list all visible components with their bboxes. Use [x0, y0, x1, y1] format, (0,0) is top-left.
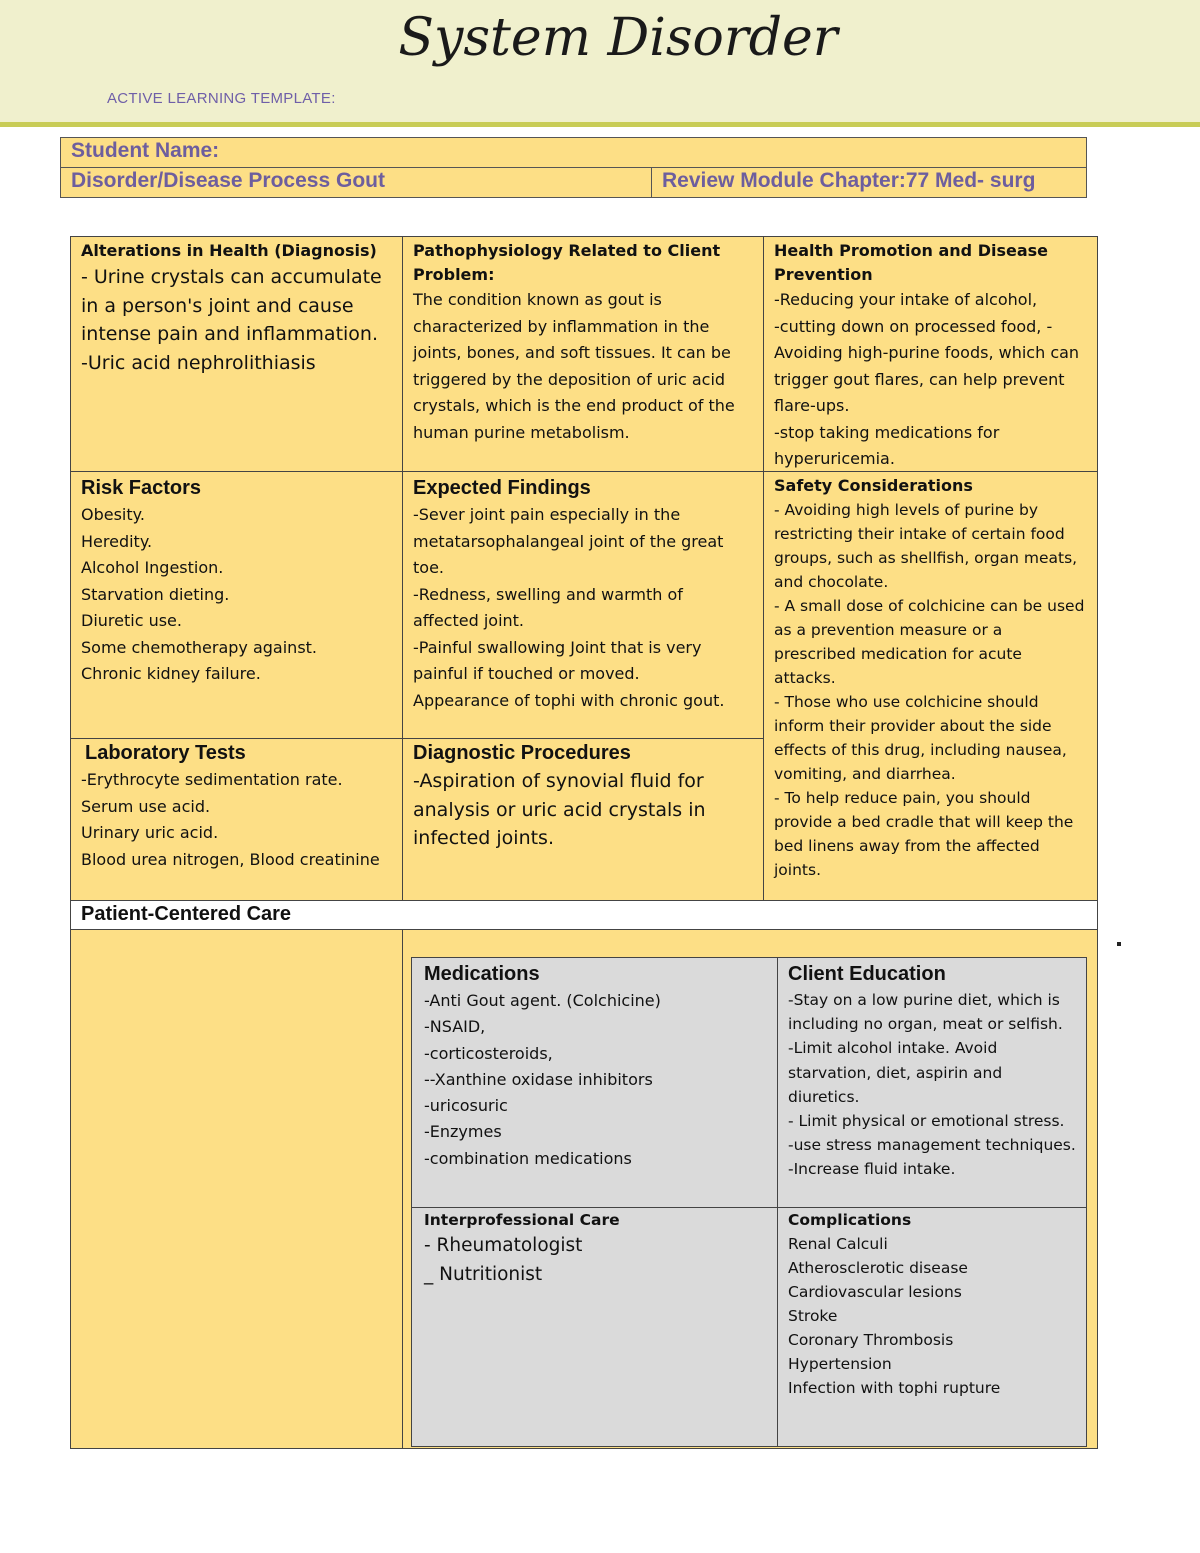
- lab-tests-cell: [70, 738, 403, 901]
- pathophysiology-heading: Pathophysiology Related to Client Problem:: [413, 241, 721, 284]
- alterations-heading: Alterations in Health (Diagnosis): [81, 241, 377, 260]
- health-promotion-heading: Health Promotion and Disease Prevention: [774, 241, 1049, 284]
- lab-tests-text: -Erythrocyte sedimentation rate. Serum use acid. Urinary uric acid. Blood urea nitrogen, Blood creatinine: [81, 770, 380, 869]
- patient-centered-left-blank: [70, 929, 403, 1449]
- diagnostic-heading: Diagnostic Procedures: [413, 742, 631, 764]
- stray-dot: [1117, 942, 1121, 946]
- medications-cell: [411, 957, 778, 1208]
- alterations-cell: [70, 236, 403, 472]
- risk-factors-cell: [70, 471, 403, 739]
- disorder-field[interactable]: Disorder/Disease Process Gout: [60, 167, 652, 198]
- lab-tests-heading: Laboratory Tests: [85, 742, 246, 764]
- complications-cell: [777, 1207, 1087, 1447]
- diagnostic-cell: [402, 738, 764, 901]
- medications-text: -Anti Gout agent. (Colchicine) -NSAID, -corticosteroids, --Xanthine oxidase inhibitors -uricosuric -Enzymes -combination medications: [424, 991, 661, 1168]
- expected-findings-text: -Sever joint pain especially in the metatarsophalangeal joint of the great toe. -Redness, swelling and warmth of affected joint. -Painful swallowing Joint that is very painful if touched or moved. Appearance of tophi with chronic gout.: [413, 505, 725, 710]
- template-label: ACTIVE LEARNING TEMPLATE:: [107, 90, 336, 107]
- alterations-text: - Urine crystals can accumulate in a person's joint and cause intense pain and inflammation. -Uric acid nephrolithiasis: [81, 266, 382, 374]
- interprofessional-text: - Rheumatologist _ Nutritionist: [424, 1235, 583, 1285]
- pathophysiology-text: The condition known as gout is characterized by inflammation in the joints, bones, and soft tissues. It can be triggered by the deposition of uric acid crystals, which is the end product of the human purine metabolism.: [413, 290, 735, 442]
- risk-factors-heading: Risk Factors: [81, 477, 202, 499]
- safety-cell: [763, 471, 1098, 901]
- risk-factors-text: Obesity. Heredity. Alcohol Ingestion. Starvation dieting. Diuretic use. Some chemotherapy against. Chronic kidney failure.: [81, 505, 318, 683]
- health-promotion-cell: [763, 236, 1098, 472]
- complications-text: Renal Calculi Atherosclerotic disease Cardiovascular lesions Stroke Coronary Thrombosis Hypertension Infection with tophi rupture: [788, 1235, 1001, 1397]
- safety-heading: Safety Considerations: [774, 476, 973, 495]
- review-module-field[interactable]: Review Module Chapter:77 Med- surg: [651, 167, 1087, 198]
- pathophysiology-cell: [402, 236, 764, 472]
- interprofessional-cell: [411, 1207, 778, 1447]
- page-title: System Disorder: [398, 8, 838, 68]
- patient-centered-header: [70, 900, 1098, 930]
- safety-text: - Avoiding high levels of purine by restricting their intake of certain food groups, such as shellfish, organ meats, and chocolate. - A small dose of colchicine can be used as a prevention measure or a prescribed medication for acute attacks. - Those who use colchicine should inform their provider about the side effects of this drug, including nausea, vomiting, and diarrhea. - To help reduce pain, you should provide a bed cradle that will keep the bed linens away from the affected joints.: [774, 501, 1085, 879]
- client-education-cell: [777, 957, 1087, 1208]
- health-promotion-text: -Reducing your intake of alcohol, -cutting down on processed food, -Avoiding high-purine foods, which can trigger gout flares, can help prevent flare-ups. -stop taking medications for hyperuricemia.: [774, 290, 1080, 468]
- diagnostic-text: -Aspiration of synovial fluid for analysis or uric acid crystals in infected joints.: [413, 770, 706, 849]
- patient-centered-heading: Patient-Centered Care: [81, 903, 292, 925]
- interprofessional-heading: Interprofessional Care: [424, 1211, 620, 1229]
- client-education-heading: Client Education: [788, 963, 946, 985]
- header-rule: [0, 122, 1200, 127]
- student-name-field[interactable]: Student Name:: [60, 137, 1087, 168]
- client-education-text: -Stay on a low purine diet, which is including no organ, meat or selfish. -Limit alcohol intake. Avoid starvation, diet, aspirin and diuretics. - Limit physical or emotional stress. -use stress management techniques. -Increase fluid intake.: [788, 991, 1076, 1179]
- expected-findings-cell: [402, 471, 764, 739]
- medications-heading: Medications: [424, 963, 540, 985]
- expected-findings-heading: Expected Findings: [413, 477, 591, 499]
- complications-heading: Complications: [788, 1211, 912, 1229]
